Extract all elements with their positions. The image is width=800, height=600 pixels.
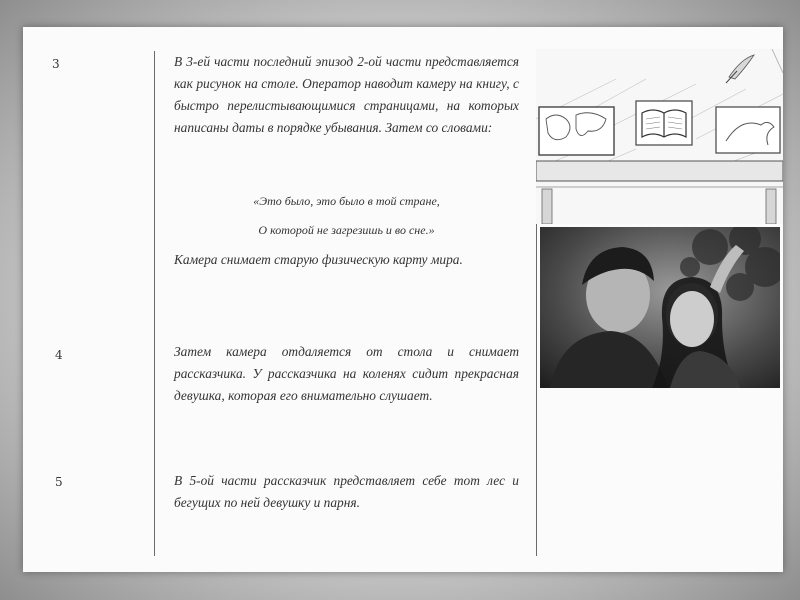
column-divider-left — [154, 51, 155, 556]
couple-photo — [540, 227, 780, 388]
row3-quote-line2: О которой не загрезишь и во сне.» — [258, 223, 435, 237]
row-number-3: 3 — [52, 57, 60, 71]
sketch-illustration — [536, 49, 783, 224]
row3-after-quote: Камера снимает старую физическую карту мира. — [174, 252, 463, 267]
row-number-5: 5 — [55, 475, 63, 489]
document-page — [23, 27, 783, 572]
row3-description: В 3-ей части последний эпизод 2-ой части представляется как рисунок на столе. Оператор наводит камеру на книгу, с быстро перелистывающимися страницами, на которых написаны даты в порядке убывания. Затем со словами: — [174, 54, 519, 135]
row4-description: Затем камера отдаляется от стола и снимает рассказчика. У рассказчика на коленях сидит прекрасная девушка, которая его внимательно слушает. — [174, 344, 519, 403]
row-number-4: 4 — [55, 348, 63, 362]
row3-quote-line1: «Это было, это было в той стране, — [253, 194, 440, 208]
row5-description: В 5-ой части рассказчик представляет себе тот лес и бегущих по ней девушку и парня. — [174, 473, 519, 510]
